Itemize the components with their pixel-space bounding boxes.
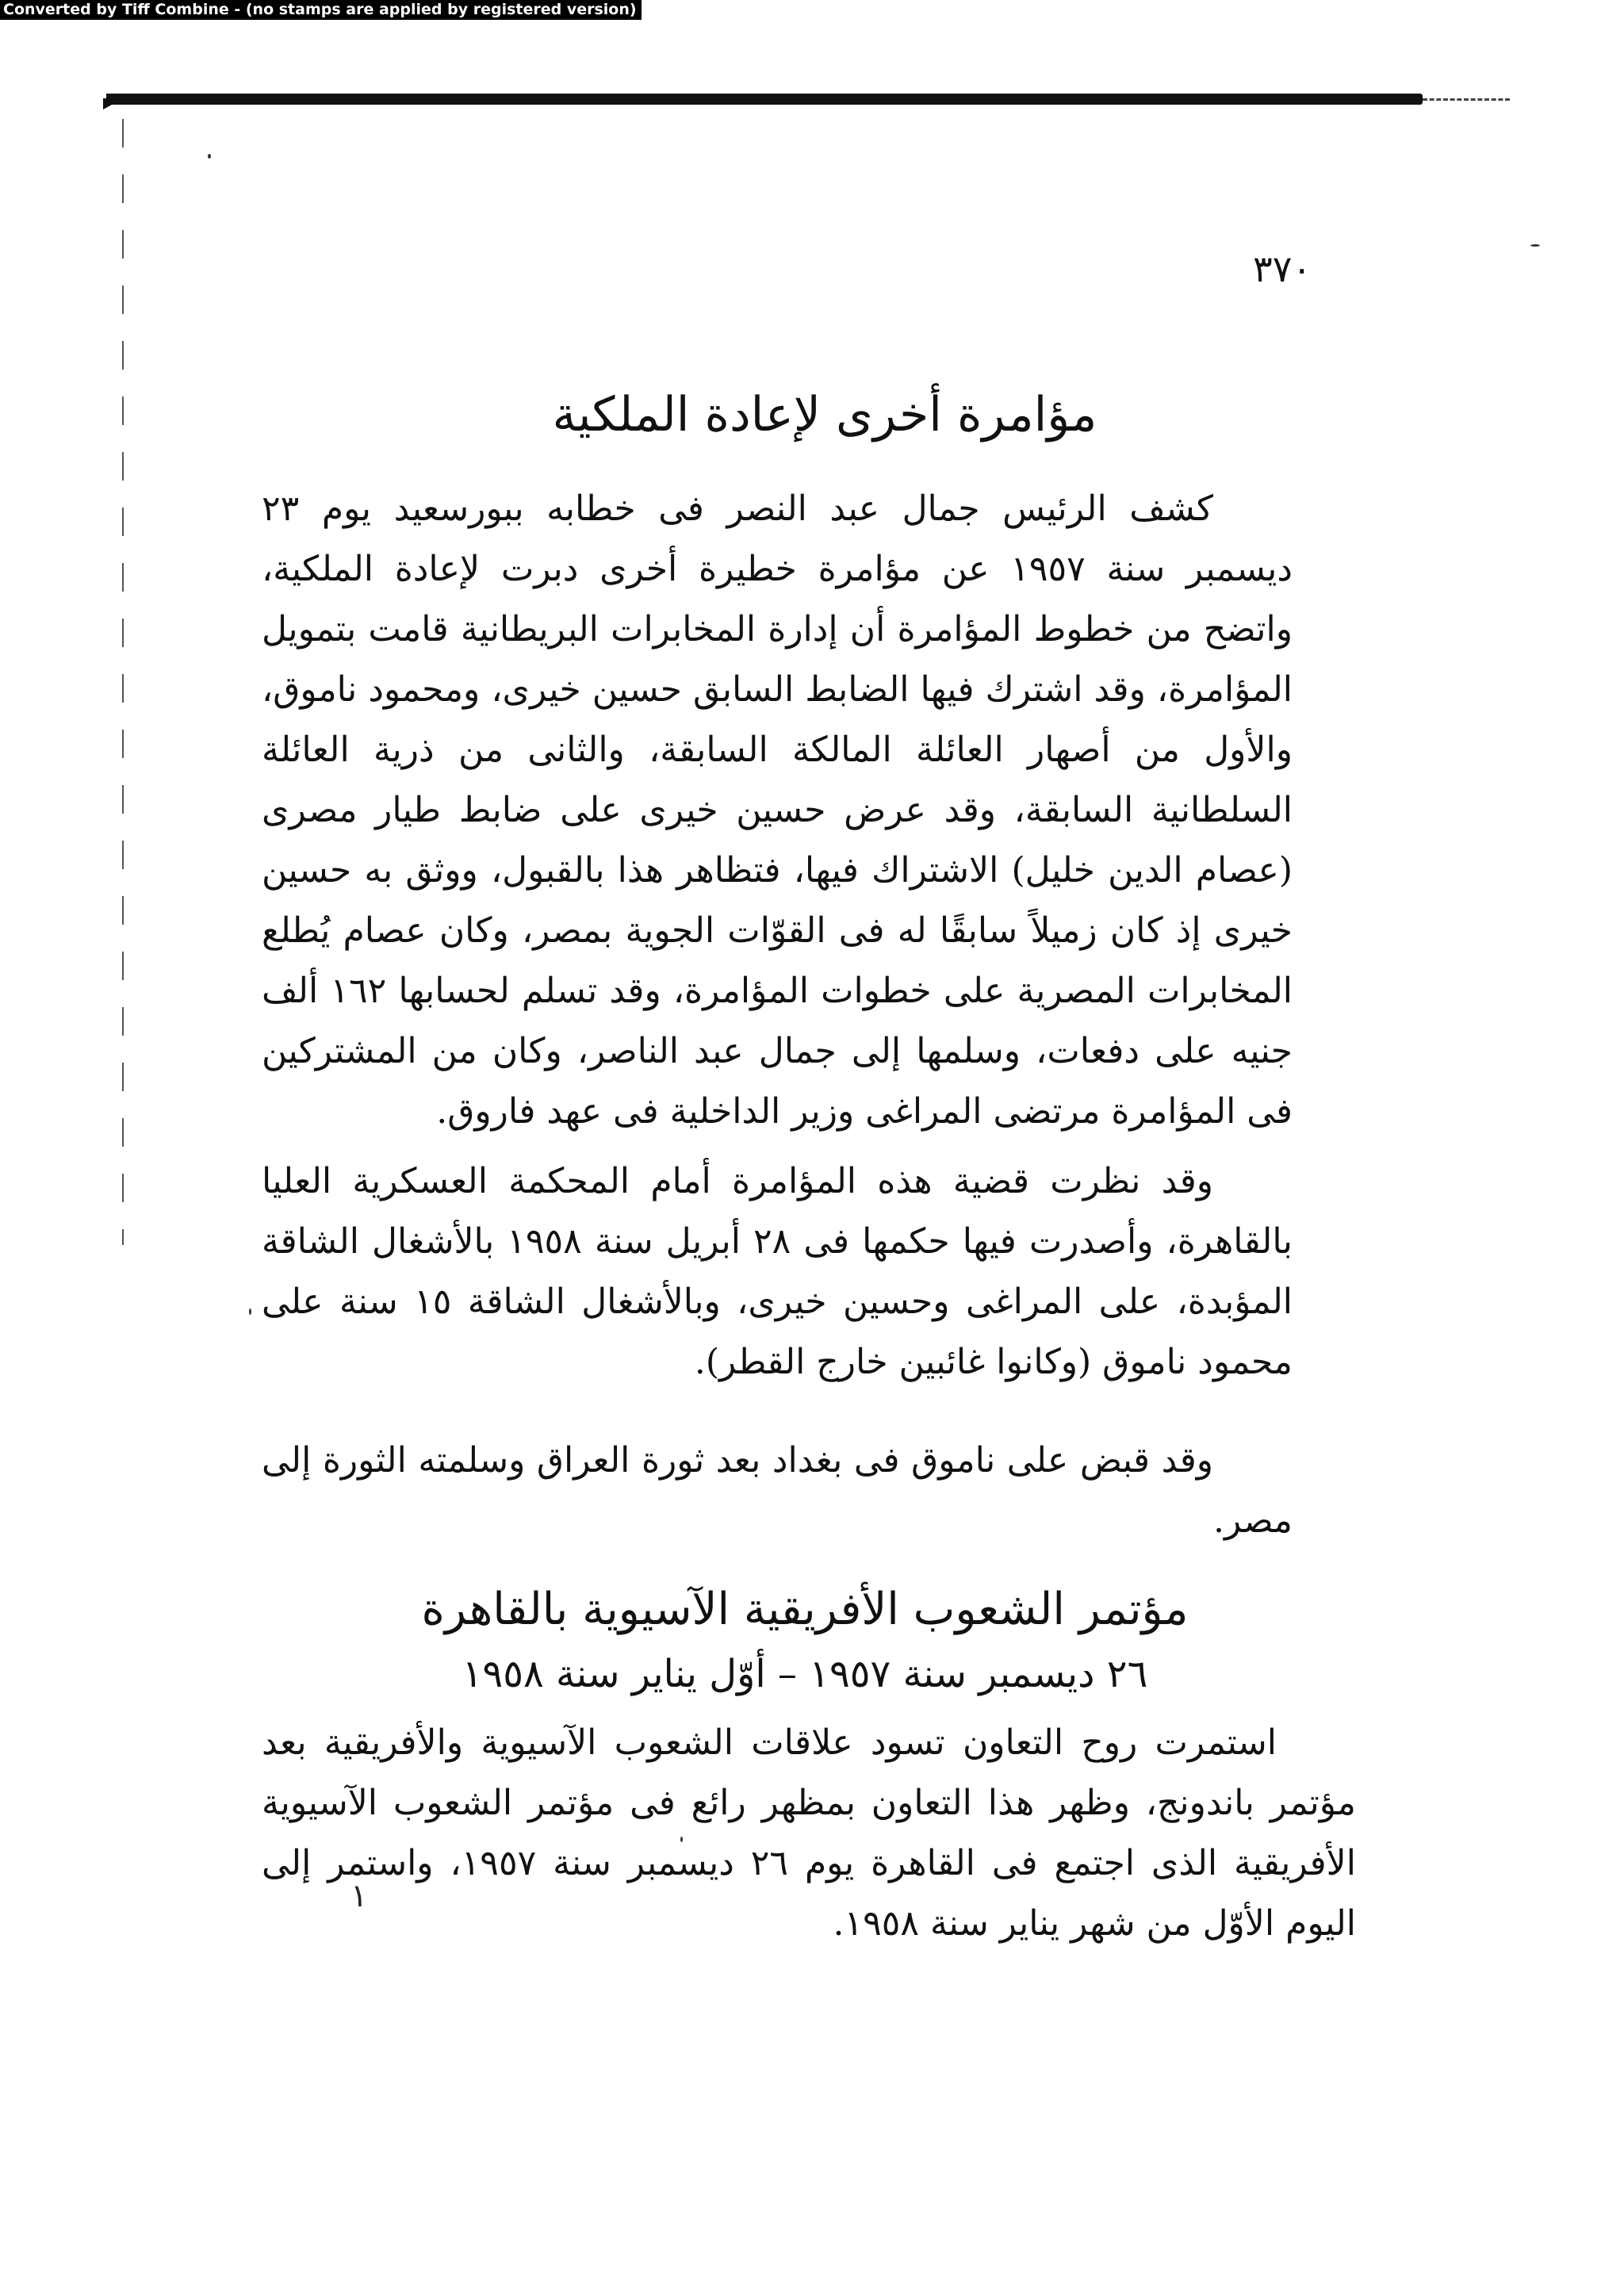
left-margin-line: [122, 119, 124, 1245]
conversion-stamp: Converted by Tiff Combine - (no stamps are applied by registered version): [0, 0, 642, 20]
body-paragraph: استمرت روح التعاون تسود علاقات الشعوب الآسيوية والأفريقية بعد مؤتمر باندونج، وظهر هذا التعاون بمظهر رائع فى مؤتمر الشعوب الآسيوية الأفريقية الذى اجتمع فى القاهرة يوم ٢٦ ديسمبر سنة ١٩٥٧، واستمر إلى اليوم الأوّل من شهر يناير سنة ١٩٥٨.: [262, 1722, 1356, 1944]
section-date-line: ٢٦ ديسمبر سنة ١٩٥٧ – أوّل يناير سنة ١٩٥٨: [462, 1652, 1148, 1696]
section-title: مؤتمر الشعوب الأفريقية الآسيوية بالقاهرة: [421, 1584, 1189, 1635]
body-paragraph: وقد قبض على ناموق فى بغداد بعد ثورة العراق وسلمته الثورة إلى مصر.: [262, 1440, 1293, 1541]
page-number: ٣٧٠: [1253, 247, 1312, 290]
top-rule: [106, 94, 1423, 105]
scan-speck: [1530, 244, 1540, 247]
body-paragraph: وقد نظرت قضية هذه المؤامرة أمام المحكمة العسكرية العليا بالقاهرة، وأصدرت فيها حكمها فى ٢٨ أبريل سنة ١٩٥٨ بالأشغال الشاقة المؤبدة، على المراغى وحسين خيرى، وبالأشغال الشاقة ١٥ سنة على محمود ناموق (وكانوا غائبين خارج القطر).: [262, 1161, 1293, 1382]
body-paragraph: كشف الرئيس جمال عبد النصر فى خطابه ببورسعيد يوم ٢٣ ديسمبر سنة ١٩٥٧ عن مؤامرة خطيرة أخرى دبرت لإعادة الملكية، واتضح من خطوط المؤامرة أن إدارة المخابرات البريطانية قامت بتمويل المؤامرة، وقد اشترك فيها الضابط السابق حسين خيرى، ومحمود ناموق، والأول من أصهار العائلة المالكة السابقة، والثانى من ذرية العائلة السلطانية السابقة، وقد عرض حسين خيرى على ضابط طيار مصرى (عصام الدين خليل) الاشتراك فيها، فتظاهر هذا بالقبول، ووثق به حسين خيرى إذ كان زميلاً سابقًا له فى القوّات الجوية بمصر، وكان عصام يُطلع المخابرات المصرية على خطوات المؤامرة، وقد تسلم لحسابها ١٦٢ ألف جنيه على دفعات، وسلمها إلى جمال عبد الناصر، وكان من المشتركين فى المؤامرة مرتضى المراغى وزير الداخلية فى عهد فاروق.: [262, 488, 1293, 1132]
stray-mark: ١: [350, 1878, 368, 1914]
section-title: مؤامرة أخرى لإعادة الملكية: [552, 387, 1097, 442]
scan-speck: [208, 154, 211, 159]
scan-speck: [249, 1308, 251, 1315]
top-rule-tail: [1423, 98, 1510, 101]
